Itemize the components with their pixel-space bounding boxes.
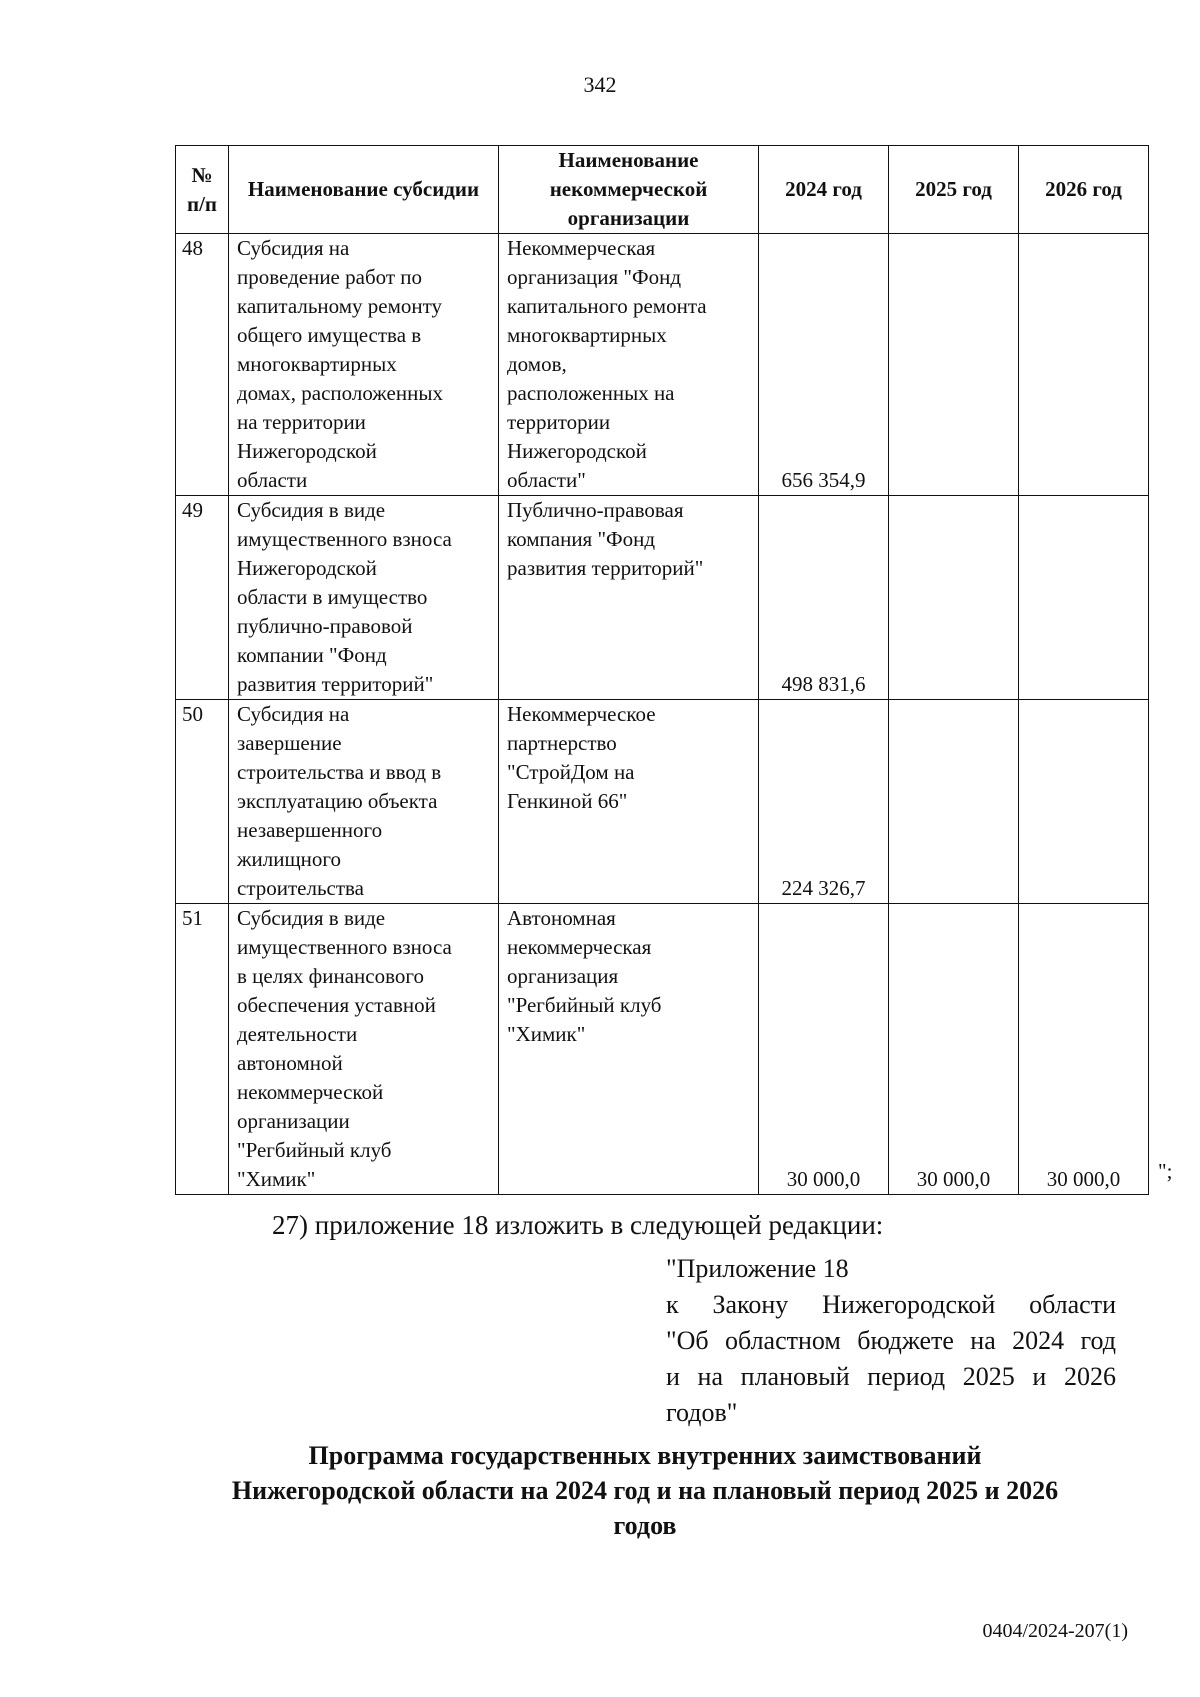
organization-name-line: Нижегородской: [507, 439, 647, 463]
program-title-line: Нижегородской области на 2024 год и на плановый период 2025 и 2026: [231, 1476, 1059, 1505]
row-number: 50: [176, 700, 229, 904]
table-body: [176, 234, 1149, 1195]
appendix-line: "Об областном бюджете на 2024 год: [666, 1326, 1116, 1355]
subsidy-name-line: строительства: [237, 876, 365, 900]
header-num-line: п/п: [186, 191, 218, 216]
amount-2024: 656 354,9: [759, 234, 889, 496]
appendix-line: к Закону Нижегородской области: [666, 1290, 1116, 1319]
header-organization: Наименование некоммерческой организации: [499, 146, 759, 234]
subsidy-name-line: имущественного взноса: [237, 527, 452, 551]
subsidy-name-line: некоммерческой: [237, 1080, 384, 1104]
organization-name-line: территории: [507, 410, 611, 434]
amount-2025: 30 000,0: [889, 904, 1019, 1195]
header-year-2024: 2024 год: [759, 146, 889, 234]
subsidy-name-line: завершение: [237, 731, 342, 755]
subsidy-name-line: в целях финансового: [237, 964, 424, 988]
organization-name-line: организация: [507, 964, 619, 988]
organization-name-line: партнерство: [507, 731, 617, 755]
organization-name-line: многоквартирных: [507, 323, 667, 347]
subsidy-name-line: Нижегородской: [237, 556, 377, 580]
organization-name-cell: [499, 904, 759, 1195]
subsidy-name-line: общего имущества в: [237, 323, 422, 347]
subsidy-name-line: деятельности: [237, 1022, 358, 1046]
appendix-line: годов": [666, 1398, 738, 1427]
subsidy-name-line: организации: [237, 1109, 350, 1133]
header-year-2026: 2026 год: [1019, 146, 1149, 234]
table-closing-quote: ";: [1158, 1159, 1173, 1183]
subsidy-name-line: обеспечения уставной: [237, 993, 436, 1017]
subsidy-name-line: области в имущество: [237, 585, 428, 609]
subsidy-name-line: области: [237, 468, 308, 492]
amount-2026: 30 000,0: [1019, 904, 1149, 1195]
subsidy-name-line: Субсидия на: [237, 236, 350, 260]
table-header-row: [176, 146, 1149, 234]
amount-2024: 498 831,6: [759, 496, 889, 700]
organization-name-line: Публично-правовая: [507, 498, 684, 522]
amount-2026: [1019, 700, 1149, 904]
subsidy-name-cell: [229, 700, 499, 904]
amount-2025: [889, 234, 1019, 496]
organization-name-line: области": [507, 468, 586, 492]
amendment-text: 27) приложение 18 изложить в следующей редакции:: [272, 1210, 884, 1240]
subsidy-name-line: жилищного: [237, 847, 341, 871]
program-title-line: Программа государственных внутренних заимствований: [308, 1441, 982, 1470]
table-row: [176, 904, 1149, 1195]
amount-2025: [889, 496, 1019, 700]
amount-2026: [1019, 496, 1149, 700]
organization-name-line: Автономная: [507, 906, 616, 930]
subsidy-name-line: компании "Фонд: [237, 643, 387, 667]
document-code: 0404/2024-207(1): [982, 1620, 1128, 1642]
organization-name-line: компания "Фонд: [507, 527, 656, 551]
table-row: [176, 234, 1149, 496]
appendix-reference: [666, 1251, 1116, 1431]
organization-name-line: расположенных на: [507, 381, 675, 405]
table-row: [176, 700, 1149, 904]
row-number: 49: [176, 496, 229, 700]
subsidy-name-line: публично-правовой: [237, 614, 413, 638]
page-number: 342: [583, 72, 617, 97]
header-num-line: №: [191, 162, 213, 187]
subsidy-name-line: строительства и ввод в: [237, 760, 442, 784]
organization-name-line: "СтройДом на: [507, 760, 635, 784]
subsidy-name-line: на территории: [237, 410, 366, 434]
header-year-2025: 2025 год: [889, 146, 1019, 234]
subsidy-name-line: капитальному ремонту: [237, 294, 443, 318]
subsidy-name-cell: [229, 496, 499, 700]
organization-name-cell: [499, 234, 759, 496]
subsidy-name-line: Субсидия на: [237, 702, 350, 726]
organization-name-cell: [499, 496, 759, 700]
subsidy-name-line: проведение работ по: [237, 265, 423, 289]
subsidies-table: [175, 145, 1149, 1195]
subsidy-name-line: автономной: [237, 1051, 343, 1075]
subsidy-name-line: эксплуатацию объекта: [237, 789, 438, 813]
program-title-line: годов: [613, 1511, 677, 1540]
subsidy-name-line: "Регбийный клуб: [237, 1138, 392, 1162]
amount-2024: 30 000,0: [759, 904, 889, 1195]
subsidy-name-line: Нижегородской: [237, 439, 377, 463]
organization-name-line: организация "Фонд: [507, 265, 681, 289]
organization-name-line: Некоммерческое: [507, 702, 656, 726]
subsidy-name-line: Субсидия в виде: [237, 498, 386, 522]
subsidy-name-line: развития территорий": [237, 672, 434, 696]
organization-name-cell: [499, 700, 759, 904]
organization-name-line: некоммерческая: [507, 935, 652, 959]
header-num: [176, 146, 229, 234]
organization-name-line: "Регбийный клуб: [507, 993, 662, 1017]
amount-2024: 224 326,7: [759, 700, 889, 904]
subsidy-name-line: незавершенного: [237, 818, 383, 842]
subsidy-name-line: имущественного взноса: [237, 935, 452, 959]
row-number: 48: [176, 234, 229, 496]
subsidy-name-cell: [229, 234, 499, 496]
row-number: 51: [176, 904, 229, 1195]
table-row: [176, 496, 1149, 700]
amount-2025: [889, 700, 1019, 904]
subsidy-name-cell: [229, 904, 499, 1195]
appendix-line: "Приложение 18: [666, 1254, 849, 1283]
organization-name-line: домов,: [507, 352, 567, 376]
organization-name-line: развития территорий": [507, 556, 704, 580]
subsidy-name-line: Субсидия в виде: [237, 906, 386, 930]
organization-name-line: "Химик": [507, 1022, 586, 1046]
subsidy-name-line: "Химик": [237, 1167, 316, 1191]
subsidy-name-line: домах, расположенных: [237, 381, 443, 405]
organization-name-line: Генкиной 66": [507, 789, 628, 813]
subsidy-name-line: многоквартирных: [237, 352, 397, 376]
organization-name-line: Некоммерческая: [507, 236, 656, 260]
header-subsidy: Наименование субсидии: [229, 146, 499, 234]
appendix-line: и на плановый период 2025 и 2026: [666, 1362, 1116, 1391]
program-title: [175, 1438, 1115, 1543]
amount-2026: [1019, 234, 1149, 496]
organization-name-line: капитального ремонта: [507, 294, 707, 318]
